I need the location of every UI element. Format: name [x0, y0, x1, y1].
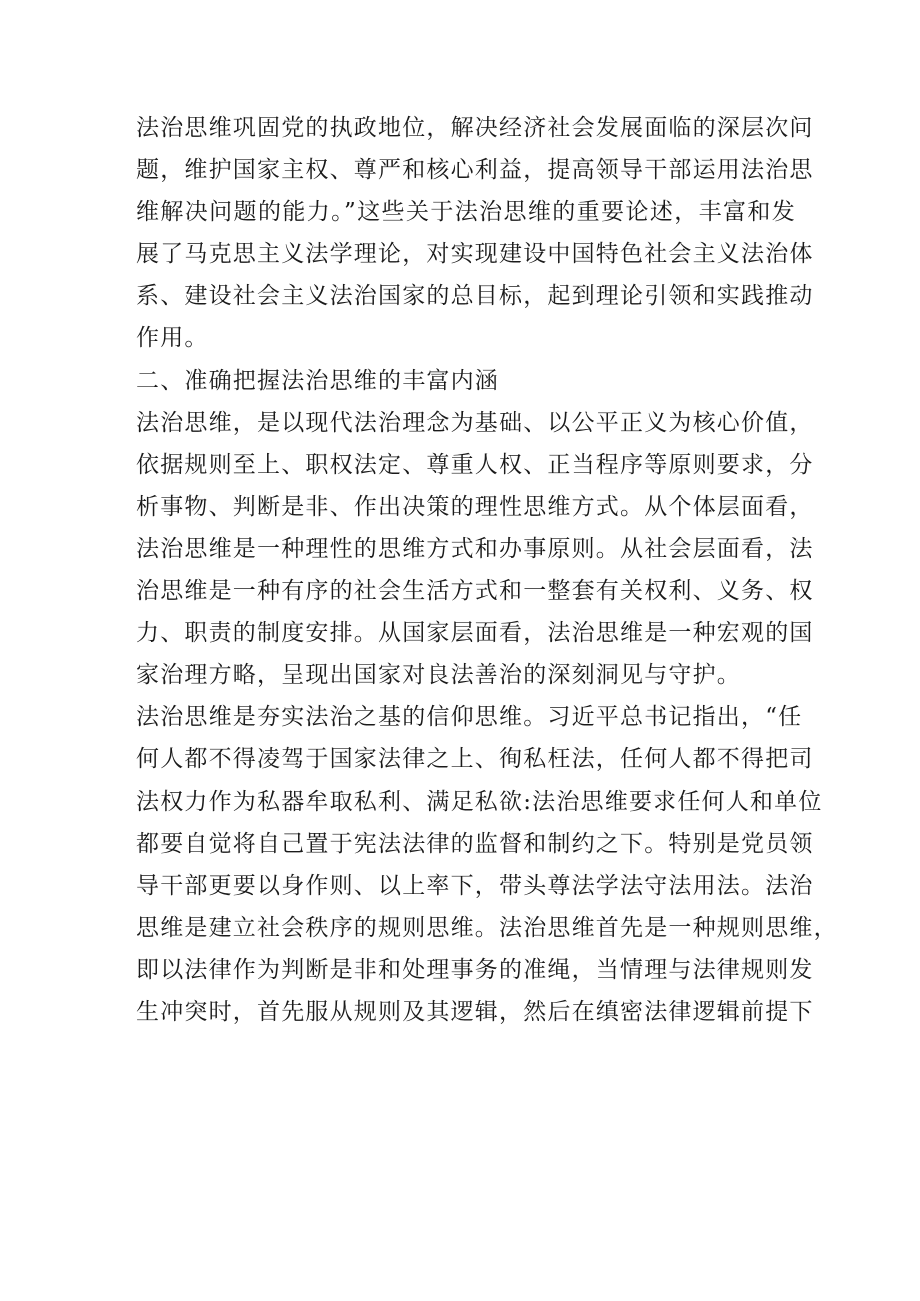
text-line: 思维是建立社会秩序的规则思维。法治思维首先是一种规则思维， — [136, 914, 838, 941]
text-line: 都要自觉将自己置于宪法法律的监督和制约之下。特别是党员领 — [136, 830, 814, 857]
text-line: 作用。 — [136, 325, 209, 352]
text-line: 何人都不得凌驾于国家法律之上、徇私枉法，任何人都不得把司 — [136, 746, 814, 773]
document-body — [136, 107, 838, 1033]
text-line: 即以法律作为判断是非和处理事务的准绳，当情理与法律规则发 — [136, 956, 814, 983]
text-line: 题，维护国家主权、尊严和核心利益，提高领导干部运用法治思 — [136, 157, 814, 184]
text-line: 维解决问题的能力。”这些关于法治思维的重要论述，丰富和发 — [136, 199, 796, 226]
text-line: 导干部更要以身作则、以上率下，带头尊法学法守法用法。法治 — [136, 872, 814, 899]
text-line: 析事物、判断是非、作出决策的理性思维方式。从个体层面看， — [136, 493, 814, 520]
text-line: 治思维是一种有序的社会生活方式和一整套有关权利、义务、权 — [136, 578, 814, 605]
text-line: 法治思维巩固党的执政地位，解决经济社会发展面临的深层次问 — [136, 115, 814, 141]
text-line: 生冲突时，首先服从规则及其逻辑，然后在缜密法律逻辑前提下 — [136, 998, 814, 1025]
text-line: 展了马克思主义法学理论，对实现建设中国特色社会主义法治体 — [136, 241, 814, 268]
text-line: 法治思维，是以现代法治理念为基础、以公平正义为核心价值， — [136, 409, 814, 436]
text-line: 法治思维是一种理性的思维方式和办事原则。从社会层面看，法 — [136, 535, 814, 562]
text-line: 法权力作为私器牟取私利、满足私欲:法治思维要求任何人和单位 — [136, 788, 823, 815]
text-line: 依据规则至上、职权法定、尊重人权、正当程序等原则要求，分 — [136, 451, 814, 478]
text-line: 法治思维是夯实法治之基的信仰思维。习近平总书记指出，“任 — [136, 704, 803, 731]
text-line: 家治理方略，呈现出国家对良法善治的深刻洞见与守护。 — [136, 662, 741, 689]
section-heading: 二、准确把握法治思维的丰富内涵 — [136, 367, 499, 394]
text-line: 系、建设社会主义法治国家的总目标，起到理论引领和实践推动 — [136, 283, 814, 310]
text-line: 力、职责的制度安排。从国家层面看，法治思维是一种宏观的国 — [136, 620, 814, 647]
